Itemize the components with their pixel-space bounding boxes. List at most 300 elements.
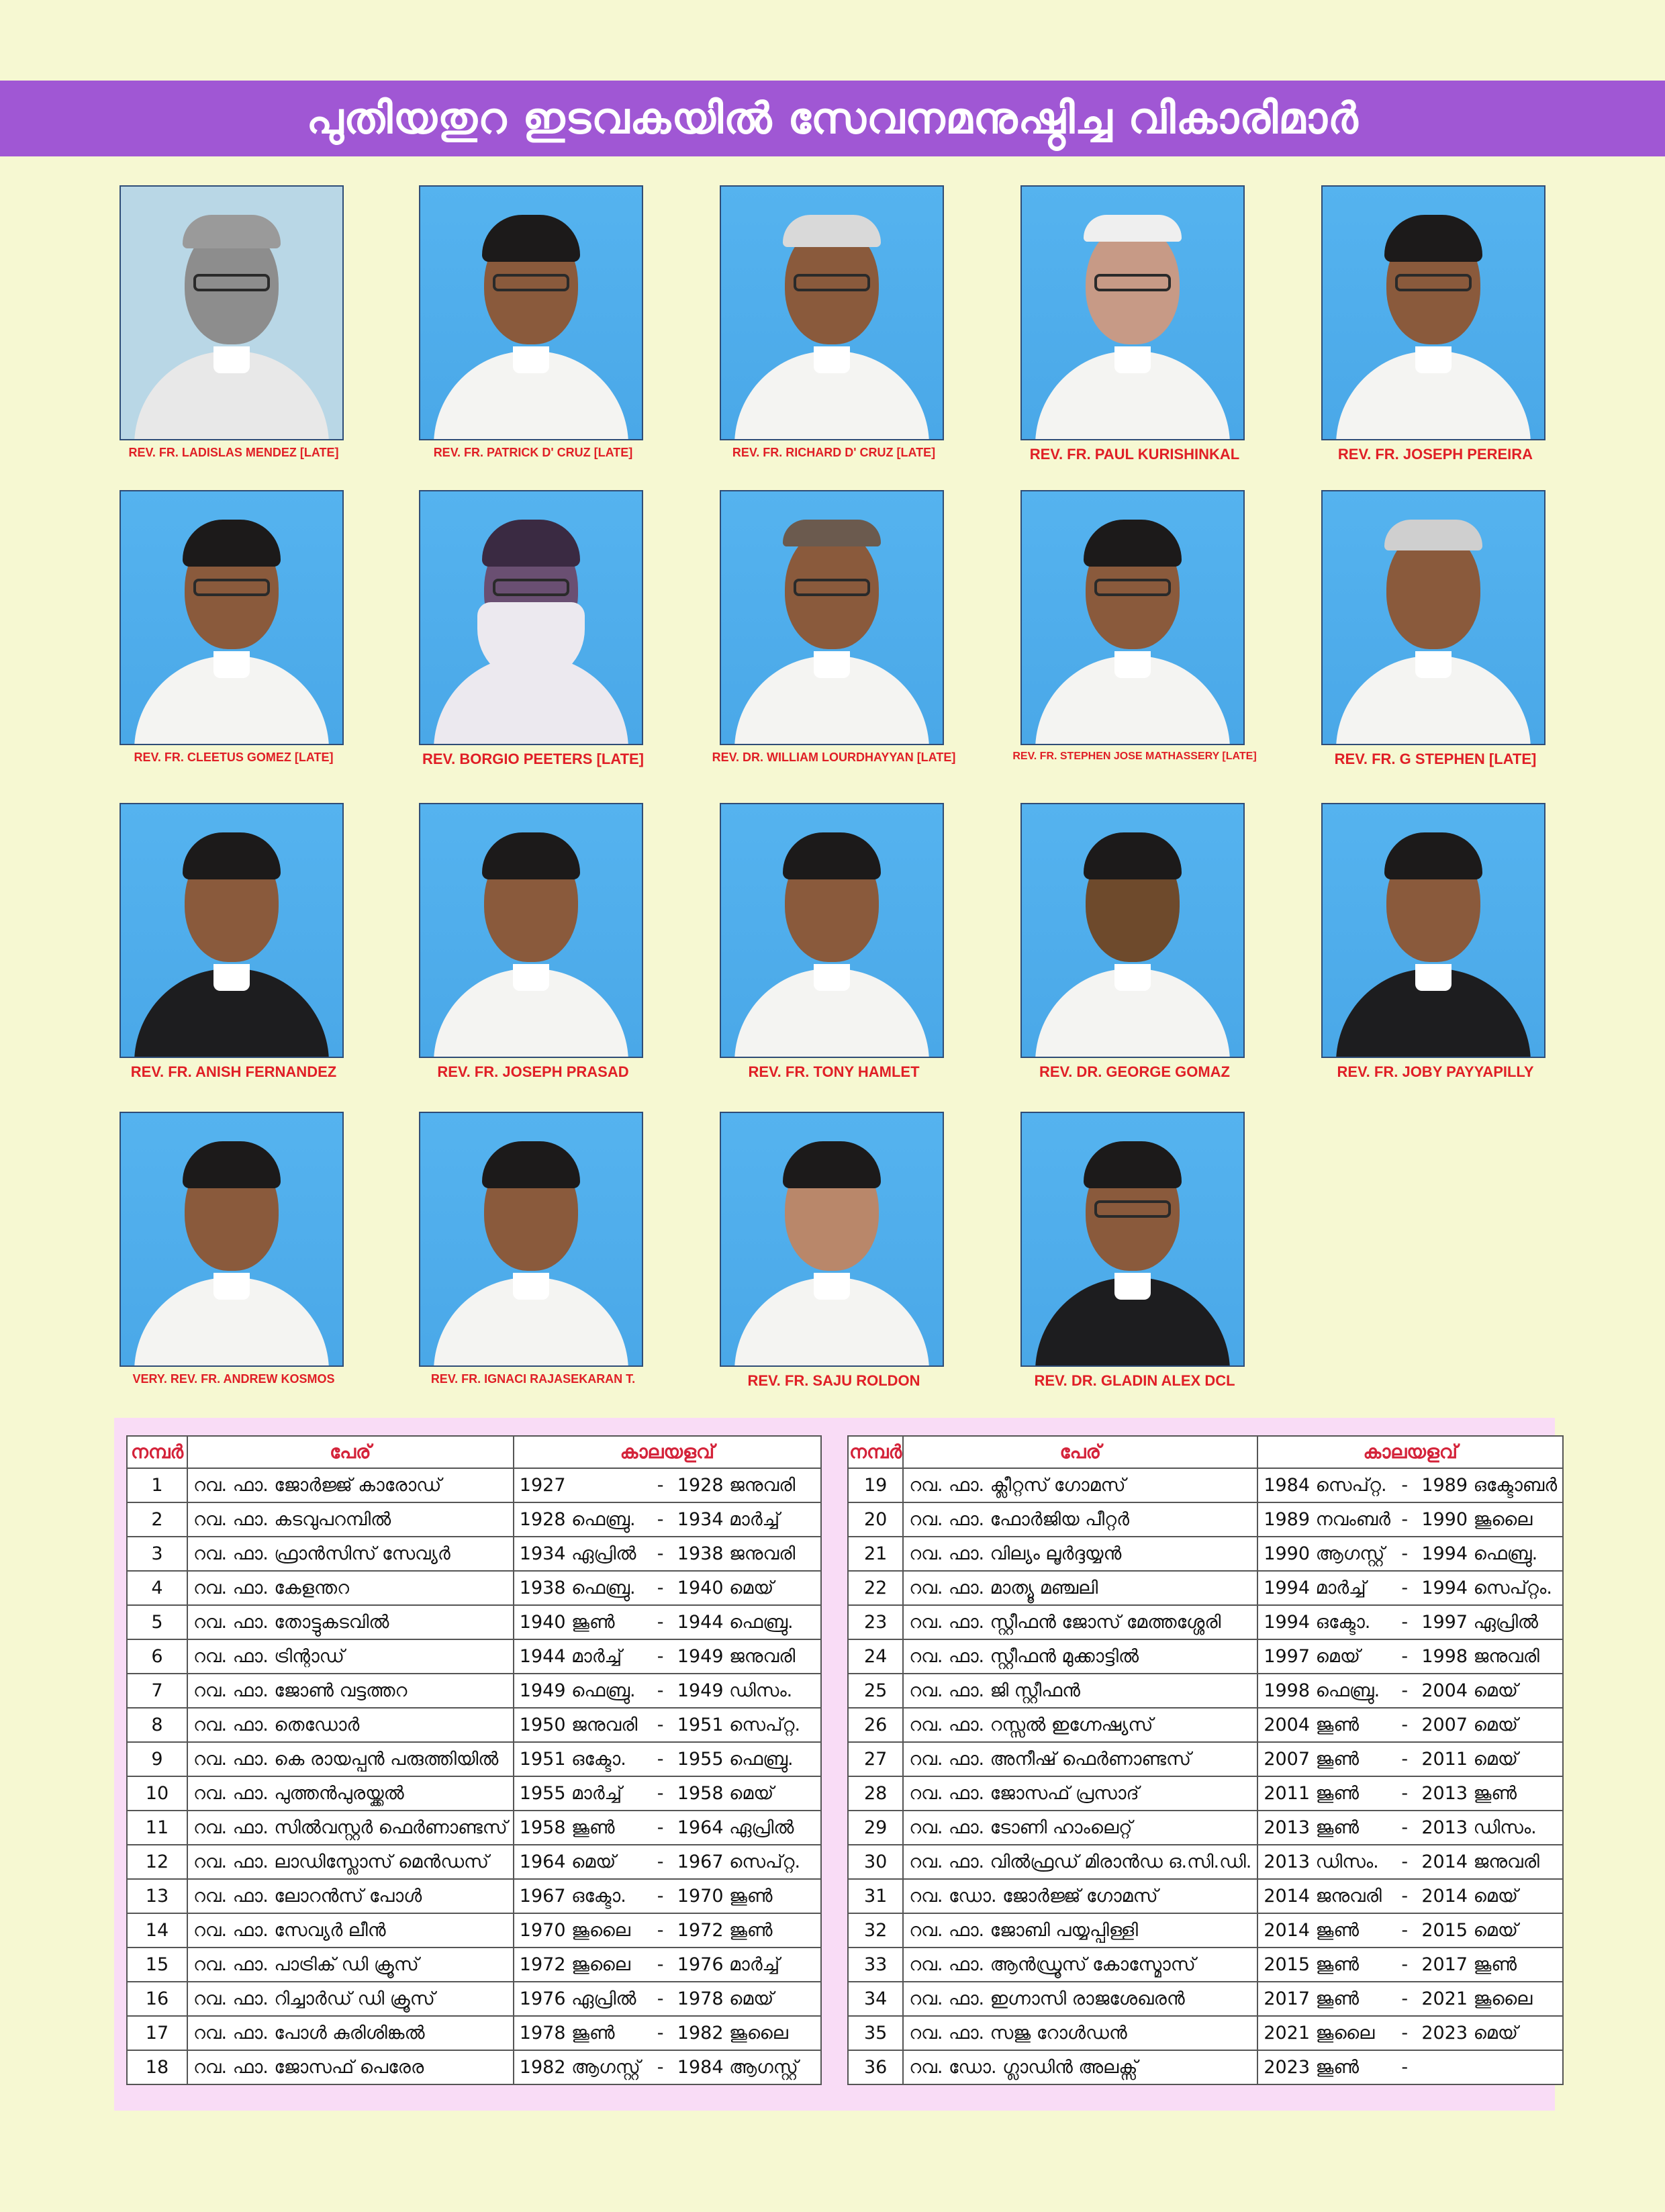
period-to: 1990 ജൂലൈ <box>1421 1508 1533 1530</box>
row-number: 23 <box>848 1605 903 1639</box>
period-separator: - <box>657 1645 664 1667</box>
row-number: 10 <box>127 1776 187 1811</box>
period-separator: - <box>657 1474 664 1496</box>
period-from: 1984 സെപ്റ്റ. <box>1264 1474 1387 1496</box>
period-separator: - <box>1401 2022 1409 2043</box>
table-row <box>127 1742 821 1776</box>
vicar-name: റവ. ഫാ. സിൽവസ്റ്റർ ഫെർണാണ്ടസ് <box>187 1811 514 1845</box>
priest-name: REV. FR. JOSEPH PEREIRA <box>1337 446 1533 463</box>
row-number: 16 <box>127 1982 187 2016</box>
period-to: 2014 മെയ് <box>1421 1885 1518 1907</box>
table-row <box>127 1879 821 1913</box>
vicar-name: റവ. ഫാ. പോൾ കുരിശിങ്കൽ <box>187 2016 514 2050</box>
priest-photo <box>120 1112 344 1367</box>
period-to: 1934 മാർച്ച് <box>677 1508 780 1530</box>
row-number: 28 <box>848 1776 903 1811</box>
period-separator: - <box>1401 1919 1409 1941</box>
priest-photo <box>720 803 944 1058</box>
period-separator: - <box>1401 1680 1409 1701</box>
period-separator: - <box>1401 1508 1409 1530</box>
period-from: 1967 ഒക്ടോ. <box>519 1885 626 1907</box>
priest-name: REV. DR. GLADIN ALEX DCL <box>1034 1372 1235 1389</box>
vicar-name: റവ. ഫാ. ലാഡിസ്ലോസ് മെൻഡസ് <box>187 1845 514 1879</box>
vicar-name: റവ. ഫാ. ജോസഫ് പെരേര <box>187 2050 514 2084</box>
period-from: 2014 ജൂൺ <box>1264 1919 1360 1941</box>
period-to: 2011 മെയ് <box>1421 1748 1518 1770</box>
period-separator: - <box>657 1782 664 1804</box>
priest-photo <box>419 490 643 745</box>
vicar-name: റവ. ഫാ. ആൻഡ്രൂസ് കോസ്മോസ് <box>903 1947 1257 1982</box>
priest-card <box>419 490 647 767</box>
vicar-name: റവ. ഫാ. ജോസഫ് പ്രസാദ് <box>903 1776 1257 1811</box>
vicar-name: റവ. ഫാ. സ്റ്റീഫൻ മുക്കാട്ടിൽ <box>903 1639 1257 1674</box>
table-row <box>127 1468 821 1502</box>
table-row <box>127 1537 821 1571</box>
period-to: 1984 ആഗസ്റ്റ് <box>677 2056 798 2078</box>
table-row <box>127 1674 821 1708</box>
period-to: 1940 മെയ് <box>677 1577 774 1598</box>
service-period <box>514 1776 821 1811</box>
period-separator: - <box>657 1577 664 1598</box>
period-separator: - <box>1401 1645 1409 1667</box>
vicar-name: റവ. ഫാ. കേളന്തറ <box>187 1571 514 1605</box>
period-from: 1997 മെയ് <box>1264 1645 1360 1667</box>
vicar-name: റവ. ഫാ. ഫ്രാൻസിസ് സേവ്യർ <box>187 1537 514 1571</box>
period-to: 1994 സെപ്റ്റം. <box>1421 1577 1552 1598</box>
period-separator: - <box>1401 1714 1409 1735</box>
period-from: 1934 ഏപ്രിൽ <box>519 1543 636 1564</box>
service-period <box>514 2016 821 2050</box>
vicar-table-left <box>126 1435 822 2085</box>
vicar-name: റവ. ഫാ. സജു റോൾഡൻ <box>903 2016 1257 2050</box>
table-row <box>127 1571 821 1605</box>
row-number: 7 <box>127 1674 187 1708</box>
priest-photo <box>1020 185 1245 440</box>
vicar-name: റവ. ഫാ. സ്റ്റീഫൻ ജോസ് മേത്തശ്ശേരി <box>903 1605 1257 1639</box>
vicar-name: റവ. ഫാ. ജോബി പയ്യപ്പിള്ളി <box>903 1913 1257 1947</box>
vicar-name: റവ. ഫാ. വില്യം ലൂർദ്ദയ്യൻ <box>903 1537 1257 1571</box>
row-number: 34 <box>848 1982 903 2016</box>
period-from: 2015 ജൂൺ <box>1264 1954 1360 1975</box>
period-separator: - <box>1401 1885 1409 1907</box>
period-from: 2021 ജൂലൈ <box>1264 2022 1375 2043</box>
row-number: 5 <box>127 1605 187 1639</box>
period-separator: - <box>1401 1782 1409 1804</box>
priest-name: REV. DR. WILLIAM LOURDHAYYAN [LATE] <box>712 751 956 764</box>
priest-card <box>1020 185 1249 463</box>
service-period <box>1257 1947 1563 1982</box>
vicar-name: റവ. ഫാ. ട്രിന്റാഡ് <box>187 1639 514 1674</box>
row-number: 2 <box>127 1502 187 1537</box>
service-period <box>514 1982 821 2016</box>
vicar-name: റവ. ഫാ. തോട്ടുകടവിൽ <box>187 1605 514 1639</box>
service-period <box>1257 2016 1563 2050</box>
vicar-table-right <box>847 1435 1564 2085</box>
priest-card <box>1321 490 1550 767</box>
period-from: 1928 ഫെബ്രു. <box>519 1508 636 1530</box>
period-from: 2013 ജൂൺ <box>1264 1817 1360 1838</box>
row-number: 32 <box>848 1913 903 1947</box>
page-title: പുതിയതുറ ഇടവകയിൽ സേവനമനുഷ്ഠിച്ച വികാരിമാർ <box>306 93 1359 144</box>
priest-name: REV. FR. LADISLAS MENDEZ [LATE] <box>128 446 339 459</box>
period-to: 2021 ജൂലൈ <box>1421 1988 1533 2009</box>
service-period <box>1257 1913 1563 1947</box>
table-row <box>127 1947 821 1982</box>
service-period <box>1257 1537 1563 1571</box>
table-row <box>127 1776 821 1811</box>
period-separator: - <box>657 1817 664 1838</box>
row-number: 31 <box>848 1879 903 1913</box>
vicar-name: റവ. ഫാ. ജോർജ്ജ് കാരോഡ് <box>187 1468 514 1502</box>
period-to: 1928 ജനുവരി <box>677 1474 796 1496</box>
row-number: 29 <box>848 1811 903 1845</box>
vicar-name: റവ. ഡോ. ജോർജ്ജ് ഗോമസ് <box>903 1879 1257 1913</box>
service-period <box>514 1879 821 1913</box>
period-to: 1958 മെയ് <box>677 1782 774 1804</box>
row-number: 36 <box>848 2050 903 2084</box>
vicar-name: റവ. ഫാ. വിൽഫ്രഡ് മിരാൻഡ ഒ.സി.ഡി. <box>903 1845 1257 1879</box>
period-to: 1994 ഫെബ്രു. <box>1421 1543 1538 1564</box>
table-row <box>848 2050 1563 2084</box>
period-to: 2013 ഡിസം. <box>1421 1817 1537 1838</box>
period-to: 1967 സെപ്റ്റ. <box>677 1851 801 1872</box>
table-row <box>848 1845 1563 1879</box>
period-to: 1938 ജനുവരി <box>677 1543 796 1564</box>
period-from: 1970 ജൂലൈ <box>519 1919 630 1941</box>
priest-name: REV. FR. G STEPHEN [LATE] <box>1334 751 1537 767</box>
service-period <box>1257 2050 1563 2084</box>
service-period <box>514 1845 821 1879</box>
period-from: 2017 ജൂൺ <box>1264 1988 1360 2009</box>
period-to: 1970 ജൂൺ <box>677 1885 773 1907</box>
row-number: 4 <box>127 1571 187 1605</box>
priest-name: REV. DR. GEORGE GOMAZ <box>1039 1063 1230 1080</box>
service-period <box>1257 1879 1563 1913</box>
period-from: 1950 ജനുവരി <box>519 1714 638 1735</box>
period-separator: - <box>657 1954 664 1975</box>
service-period <box>1257 1811 1563 1845</box>
service-period <box>514 1468 821 1502</box>
priest-card <box>120 490 348 764</box>
table-row <box>848 1742 1563 1776</box>
priest-card <box>1321 185 1550 463</box>
service-period <box>1257 1742 1563 1776</box>
period-from: 1964 മെയ് <box>519 1851 616 1872</box>
period-from: 2004 ജൂൺ <box>1264 1714 1360 1735</box>
row-number: 20 <box>848 1502 903 1537</box>
period-separator: - <box>1401 1748 1409 1770</box>
table-row <box>848 1605 1563 1639</box>
table-row <box>848 1879 1563 1913</box>
row-number: 8 <box>127 1708 187 1742</box>
period-from: 1989 നവംബർ <box>1264 1508 1391 1530</box>
period-to: 2015 മെയ് <box>1421 1919 1518 1941</box>
period-separator: - <box>657 1508 664 1530</box>
period-to: 1949 ജനുവരി <box>677 1645 796 1667</box>
priest-photo <box>1321 803 1545 1058</box>
vicar-name: റവ. ഫാ. ഫോർജിയ പീറ്റർ <box>903 1502 1257 1537</box>
vicar-name: റവ. ഫാ. ഇഗ്നാസി രാജശേഖരൻ <box>903 1982 1257 2016</box>
column-header-name: പേര് <box>903 1436 1257 1468</box>
row-number: 26 <box>848 1708 903 1742</box>
table-row <box>848 1571 1563 1605</box>
vicar-name: റവ. ഫാ. ലോറൻസ് പോൾ <box>187 1879 514 1913</box>
row-number: 9 <box>127 1742 187 1776</box>
period-separator: - <box>657 2022 664 2043</box>
vicar-name: റവ. ഫാ. പാട്രിക് ഡി ക്രൂസ് <box>187 1947 514 1982</box>
period-to: 1951 സെപ്റ്റ. <box>677 1714 801 1735</box>
vicar-name: റവ. ഫാ. റസ്സൽ ഇഗ്നേഷ്യസ് <box>903 1708 1257 1742</box>
period-from: 1994 മാർച്ച് <box>1264 1577 1366 1598</box>
column-header-period: കാലയളവ് <box>1257 1436 1563 1468</box>
table-row <box>127 1845 821 1879</box>
period-to: 2014 ജനുവരി <box>1421 1851 1539 1872</box>
priest-name: REV. FR. ANISH FERNANDEZ <box>130 1063 337 1080</box>
vicar-name: റവ. ഫാ. സേവ്യർ ലീൻ <box>187 1913 514 1947</box>
vicar-register-panel <box>114 1418 1558 2111</box>
row-number: 27 <box>848 1742 903 1776</box>
period-from: 2013 ഡിസം. <box>1264 1851 1379 1872</box>
period-separator: - <box>1401 1817 1409 1838</box>
priest-name: REV. FR. STEPHEN JOSE MATHASSERY [LATE] <box>1012 751 1257 762</box>
period-from: 1944 മാർച്ച് <box>519 1645 622 1667</box>
service-period <box>514 2050 821 2084</box>
priest-card <box>419 1112 647 1386</box>
priest-name: REV. FR. CLEETUS GOMEZ [LATE] <box>134 751 334 764</box>
vicar-name: റവ. ഫാ. റിച്ചാർഡ് ഡി ക്രൂസ് <box>187 1982 514 2016</box>
table-row <box>127 1639 821 1674</box>
priest-name: REV. FR. JOSEPH PRASAD <box>437 1063 629 1080</box>
period-from: 1938 ഫെബ്രു. <box>519 1577 636 1598</box>
priest-card <box>120 1112 348 1386</box>
period-separator: - <box>1401 1954 1409 1975</box>
table-row <box>127 1982 821 2016</box>
period-from: 1955 മാർച്ച് <box>519 1782 622 1804</box>
row-number: 18 <box>127 2050 187 2084</box>
priest-photo <box>419 803 643 1058</box>
priest-name: REV. FR. IGNACI RAJASEKARAN T. <box>430 1372 636 1386</box>
period-separator: - <box>657 1680 664 1701</box>
priest-photo <box>1321 185 1545 440</box>
vicar-name: റവ. ഫാ. മാത്യൂ മഞ്ചലി <box>903 1571 1257 1605</box>
priest-name: REV. FR. TONY HAMLET <box>748 1063 920 1080</box>
priest-card <box>1012 490 1257 762</box>
row-number: 14 <box>127 1913 187 1947</box>
period-separator: - <box>657 1748 664 1770</box>
period-to: 2017 ജൂൺ <box>1421 1954 1517 1975</box>
service-period <box>1257 1845 1563 1879</box>
service-period <box>1257 1502 1563 1537</box>
period-from: 1990 ആഗസ്റ്റ് <box>1264 1543 1385 1564</box>
period-to: 1997 ഏപ്രിൽ <box>1421 1611 1539 1633</box>
vicar-name: റവ. ഫാ. ജി സ്റ്റീഫൻ <box>903 1674 1257 1708</box>
row-number: 11 <box>127 1811 187 1845</box>
table-row <box>848 1913 1563 1947</box>
priest-card <box>1020 1112 1249 1389</box>
priest-photo <box>419 185 643 440</box>
service-period <box>514 1811 821 1845</box>
table-row <box>127 2016 821 2050</box>
table-row <box>848 1674 1563 1708</box>
table-row <box>848 1947 1563 1982</box>
vicar-name: റവ. ഫാ. അനീഷ് ഫെർണാണ്ടസ് <box>903 1742 1257 1776</box>
priest-card <box>1321 803 1550 1080</box>
period-to: 1944 ഫെബ്രു. <box>677 1611 794 1633</box>
period-from: 1972 ജൂലൈ <box>519 1954 630 1975</box>
priest-photo <box>1020 1112 1245 1367</box>
period-from: 1976 ഏപ്രിൽ <box>519 1988 636 2009</box>
priest-card <box>1020 803 1249 1080</box>
vicar-name: റവ. ഫാ. കെ രായപ്പൻ പരുത്തിയിൽ <box>187 1742 514 1776</box>
table-row <box>848 2016 1563 2050</box>
priest-photo <box>120 185 344 440</box>
period-from: 1978 ജൂൺ <box>519 2022 615 2043</box>
period-from: 2014 ജനുവരി <box>1264 1885 1382 1907</box>
period-to: 1972 ജൂൺ <box>677 1919 773 1941</box>
row-number: 3 <box>127 1537 187 1571</box>
period-from: 1958 ജൂൺ <box>519 1817 615 1838</box>
row-number: 21 <box>848 1537 903 1571</box>
table-row <box>127 1502 821 1537</box>
period-separator: - <box>1401 1577 1409 1598</box>
priest-card <box>720 803 948 1080</box>
priest-name: REV. FR. PATRICK D' CRUZ [LATE] <box>433 446 633 459</box>
vicar-name: റവ. ഫാ. കടവുപറമ്പിൽ <box>187 1502 514 1537</box>
table-row <box>127 1811 821 1845</box>
period-from: 1940 ജൂൺ <box>519 1611 615 1633</box>
priest-photo <box>419 1112 643 1367</box>
service-period <box>514 1947 821 1982</box>
row-number: 35 <box>848 2016 903 2050</box>
priest-photo <box>120 490 344 745</box>
period-from: 1982 ആഗസ്റ്റ് <box>519 2056 640 2078</box>
service-period <box>514 1913 821 1947</box>
column-header-number: നമ്പർ <box>127 1436 187 1468</box>
period-from: 1998 ഫെബ്രു. <box>1264 1680 1380 1701</box>
period-separator: - <box>1401 1474 1409 1496</box>
period-to: 2023 മെയ് <box>1421 2022 1518 2043</box>
priest-photo <box>720 185 944 440</box>
service-period <box>514 1674 821 1708</box>
priest-photo <box>1020 490 1245 745</box>
service-period <box>1257 1571 1563 1605</box>
vicar-name: റവ. ഫാ. ക്ലീറ്റസ് ഗോമസ് <box>903 1468 1257 1502</box>
period-from: 2007 ജൂൺ <box>1264 1748 1360 1770</box>
service-period <box>1257 1468 1563 1502</box>
period-separator: - <box>657 1714 664 1735</box>
table-row <box>127 1708 821 1742</box>
period-to: 1955 ഫെബ്രു. <box>677 1748 794 1770</box>
period-to: 1978 മെയ് <box>677 1988 774 2009</box>
vicar-name: റവ. ഡോ. ഗ്ലാഡിൻ അലക്സ് <box>903 2050 1257 2084</box>
priest-name: REV. FR. RICHARD D' CRUZ [LATE] <box>732 446 936 459</box>
period-separator: - <box>1401 1611 1409 1633</box>
period-from: 1949 ഫെബ്രു. <box>519 1680 636 1701</box>
period-separator: - <box>657 1919 664 1941</box>
priest-name: REV. FR. PAUL KURISHINKAL <box>1029 446 1240 463</box>
period-to: 2007 മെയ് <box>1421 1714 1518 1735</box>
priest-name: REV. BORGIO PEETERS [LATE] <box>422 751 645 767</box>
row-number: 1 <box>127 1468 187 1502</box>
period-from: 1927 <box>519 1474 566 1496</box>
period-to: 1982 ജൂലൈ <box>677 2022 788 2043</box>
table-row <box>127 2050 821 2084</box>
priest-name: REV. FR. SAJU ROLDON <box>747 1372 920 1389</box>
table-row <box>848 1639 1563 1674</box>
priest-photo <box>120 803 344 1058</box>
row-number: 30 <box>848 1845 903 1879</box>
period-to: 2004 മെയ് <box>1421 1680 1518 1701</box>
table-row <box>848 1982 1563 2016</box>
period-from: 2023 ജൂൺ <box>1264 2056 1360 2078</box>
period-separator: - <box>657 1851 664 1872</box>
period-to: 1949 ഡിസം. <box>677 1680 793 1701</box>
period-separator: - <box>1401 2056 1409 2078</box>
table-row <box>848 1811 1563 1845</box>
priest-photo <box>720 490 944 745</box>
period-separator: - <box>657 2056 664 2078</box>
service-period <box>1257 1674 1563 1708</box>
service-period <box>514 1571 821 1605</box>
priest-photo <box>1020 803 1245 1058</box>
period-to: 1998 ജനുവരി <box>1421 1645 1539 1667</box>
period-separator: - <box>657 1543 664 1564</box>
row-number: 22 <box>848 1571 903 1605</box>
column-header-period: കാലയളവ് <box>514 1436 821 1468</box>
period-separator: - <box>657 1885 664 1907</box>
priest-card <box>720 185 948 459</box>
period-to: 1964 ഏപ്രിൽ <box>677 1817 794 1838</box>
period-separator: - <box>657 1611 664 1633</box>
period-separator: - <box>657 1988 664 2009</box>
table-header-row <box>127 1436 821 1468</box>
column-header-number: നമ്പർ <box>848 1436 903 1468</box>
service-period <box>514 1605 821 1639</box>
service-period <box>514 1537 821 1571</box>
period-to: 2013 ജൂൺ <box>1421 1782 1517 1804</box>
table-row <box>127 1913 821 1947</box>
period-separator: - <box>1401 1543 1409 1564</box>
table-row <box>848 1776 1563 1811</box>
service-period <box>1257 1639 1563 1674</box>
period-to: 1989 ഒക്ടോബർ <box>1421 1474 1558 1496</box>
service-period <box>1257 1605 1563 1639</box>
table-row <box>127 1605 821 1639</box>
row-number: 6 <box>127 1639 187 1674</box>
period-separator: - <box>1401 1851 1409 1872</box>
vicar-name: റവ. ഫാ. ടോണി ഹാംലെറ്റ് <box>903 1811 1257 1845</box>
period-from: 1951 ഒക്ടോ. <box>519 1748 626 1770</box>
priest-card <box>720 1112 948 1389</box>
table-header-row <box>848 1436 1563 1468</box>
service-period <box>514 1742 821 1776</box>
priest-card <box>120 803 348 1080</box>
priest-card <box>419 803 647 1080</box>
column-header-name: പേര് <box>187 1436 514 1468</box>
row-number: 24 <box>848 1639 903 1674</box>
row-number: 19 <box>848 1468 903 1502</box>
table-row <box>848 1502 1563 1537</box>
priest-name: REV. FR. JOBY PAYYAPILLY <box>1337 1063 1534 1080</box>
row-number: 17 <box>127 2016 187 2050</box>
priest-card <box>120 185 348 459</box>
period-to: 1976 മാർച്ച് <box>677 1954 780 1975</box>
period-separator: - <box>1401 1988 1409 2009</box>
vicar-name: റവ. ഫാ. ജോൺ വട്ടത്തറ <box>187 1674 514 1708</box>
priest-name: VERY. REV. FR. ANDREW KOSMOS <box>132 1372 335 1386</box>
period-from: 1994 ഒക്ടോ. <box>1264 1611 1371 1633</box>
service-period <box>1257 1982 1563 2016</box>
